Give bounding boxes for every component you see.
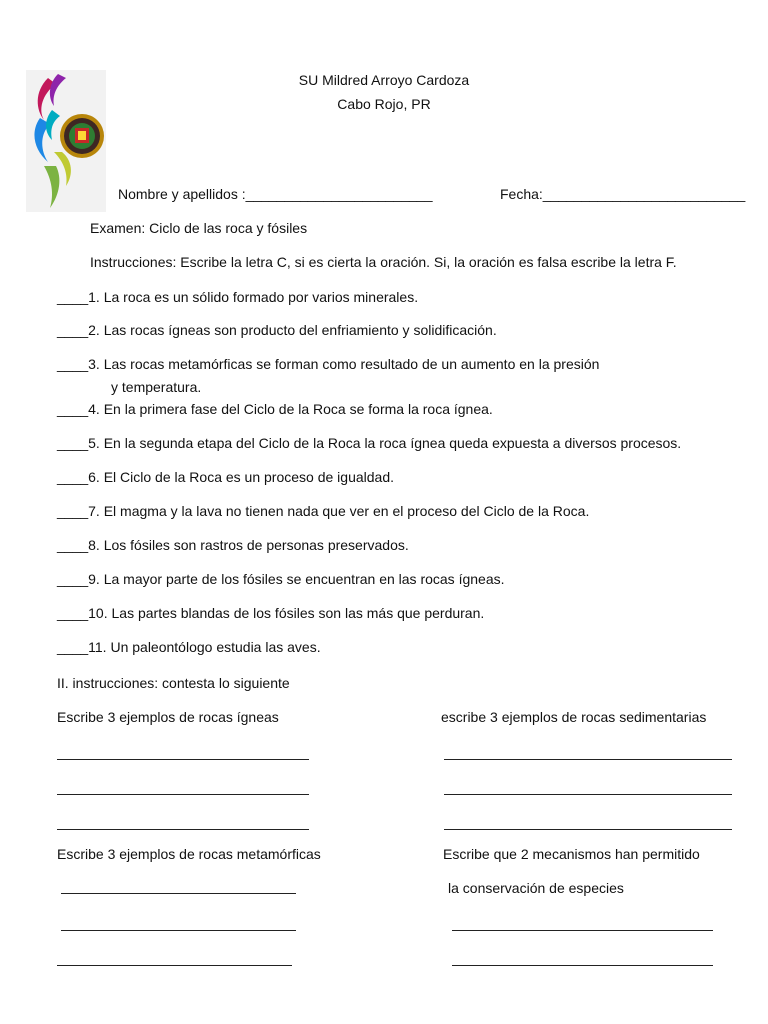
exam-instructions: Instrucciones: Escribe la letra C, si es cierta la oración. Si, la oración es falsa escribe la letra F. xyxy=(90,254,677,270)
metamorphic-prompt: Escribe 3 ejemplos de rocas metamórficas xyxy=(57,846,321,862)
date-field: Fecha:__________________________ xyxy=(500,186,746,202)
school-name: SU Mildred Arroyo Cardoza xyxy=(298,72,470,88)
igneous-prompt: Escribe 3 ejemplos de rocas ígneas xyxy=(57,709,279,725)
sedimentary-answer-line-1[interactable] xyxy=(444,759,732,760)
school-logo xyxy=(26,70,106,212)
question-9: ____9. La mayor parte de los fósiles se encuentran en las rocas ígneas. xyxy=(57,571,505,587)
igneous-answer-line-1[interactable] xyxy=(57,759,309,760)
question-8: ____8. Los fósiles son rastros de personas preservados. xyxy=(57,537,409,553)
question-3: ____3. Las rocas metamórficas se forman como resultado de un aumento en la presión xyxy=(57,356,600,372)
name-field: Nombre y apellidos :________________________ xyxy=(118,186,433,202)
metamorphic-answer-line-3[interactable] xyxy=(57,965,292,966)
igneous-answer-line-2[interactable] xyxy=(57,794,309,795)
exam-title: Examen: Ciclo de las roca y fósiles xyxy=(90,220,308,236)
mechanisms-prompt-line-2: la conservación de especies xyxy=(448,880,624,896)
question-10: ____10. Las partes blandas de los fósiles son las más que perduran. xyxy=(57,605,485,621)
part2-title: II. instrucciones: contesta lo siguiente xyxy=(57,675,290,691)
metamorphic-answer-line-2[interactable] xyxy=(61,930,296,931)
question-2: ____2. Las rocas ígneas son producto del enfriamiento y solidificación. xyxy=(57,322,497,338)
mechanisms-answer-line-2[interactable] xyxy=(452,965,713,966)
question-6: ____6. El Ciclo de la Roca es un proceso de igualdad. xyxy=(57,469,394,485)
question-7: ____7. El magma y la lava no tienen nada que ver en el proceso del Ciclo de la Roca. xyxy=(57,503,590,519)
metamorphic-answer-line-1[interactable] xyxy=(61,893,296,894)
mechanisms-answer-line-1[interactable] xyxy=(452,930,713,931)
mechanisms-prompt-line-1: Escribe que 2 mecanismos han permitido xyxy=(443,846,700,862)
question-5: ____5. En la segunda etapa del Ciclo de la Roca la roca ígnea queda expuesta a diversos procesos. xyxy=(57,435,682,451)
sedimentary-answer-line-3[interactable] xyxy=(444,829,732,830)
school-location: Cabo Rojo, PR xyxy=(337,96,431,112)
question-1: ____1. La roca es un sólido formado por varios minerales. xyxy=(57,289,419,305)
igneous-answer-line-3[interactable] xyxy=(57,829,309,830)
sedimentary-answer-line-2[interactable] xyxy=(444,794,732,795)
question-3-continuation: y temperatura. xyxy=(111,379,202,395)
question-11: ____11. Un paleontólogo estudia las aves. xyxy=(57,639,321,655)
question-4: ____4. En la primera fase del Ciclo de la Roca se forma la roca ígnea. xyxy=(57,401,493,417)
sedimentary-prompt: escribe 3 ejemplos de rocas sedimentarias xyxy=(441,709,707,725)
